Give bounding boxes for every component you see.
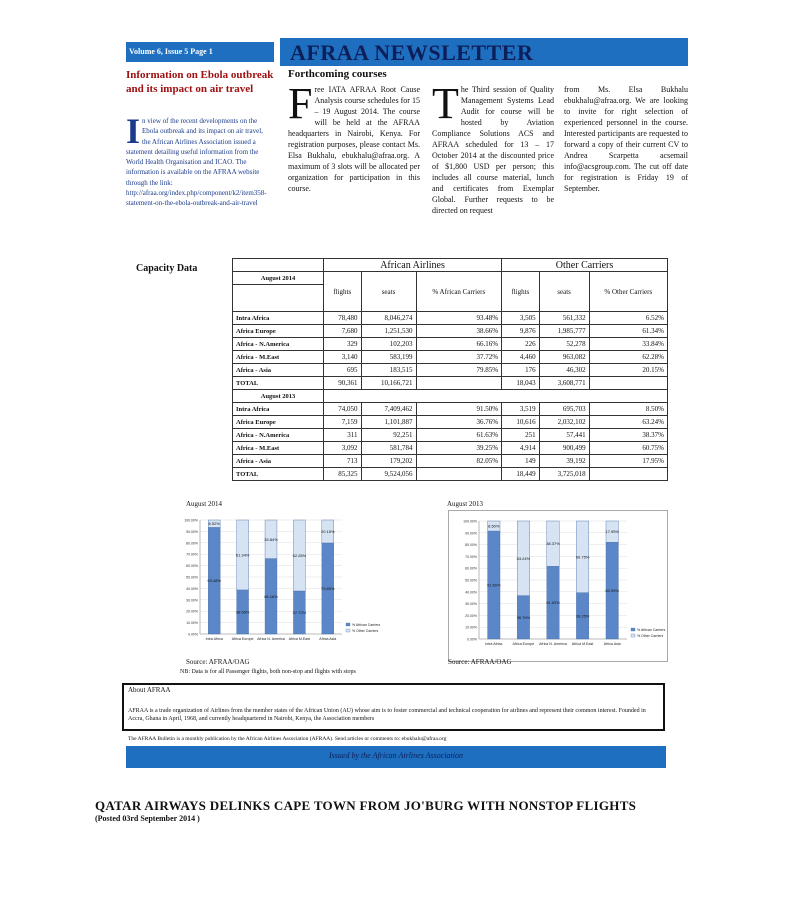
- col-header: % African Carriers: [416, 272, 502, 312]
- data-label: 61.63%: [546, 600, 560, 606]
- y-tick-label: 50.00%: [186, 575, 198, 580]
- y-tick-label: 10.00%: [186, 621, 198, 626]
- value-cell: 39,192: [539, 455, 589, 468]
- col-header: flights: [502, 272, 540, 312]
- total-cell: [589, 377, 667, 390]
- region-cell: Intra Africa: [233, 312, 324, 325]
- value-cell: 1,985,777: [539, 325, 589, 338]
- value-cell: 149: [502, 455, 540, 468]
- chart-1-source: Source: AFRAA/OAG: [186, 658, 250, 666]
- table-row: [233, 325, 668, 338]
- y-tick-label: 50.00%: [465, 578, 477, 583]
- y-tick-label: 60.00%: [186, 564, 198, 569]
- y-tick-label: 40.00%: [186, 586, 198, 591]
- value-cell: 3,519: [502, 403, 540, 416]
- data-label: 62.28%: [292, 552, 307, 558]
- volume-bar: [126, 42, 274, 62]
- x-tick-label: Africa M.East: [571, 642, 594, 646]
- region-cell: Intra Africa: [233, 403, 324, 416]
- courses-column-3: [564, 84, 688, 194]
- legend-swatch: [346, 629, 350, 632]
- value-cell: 92,251: [361, 429, 416, 442]
- table-cell: [324, 390, 668, 403]
- data-label: 20.15%: [321, 528, 335, 534]
- y-tick-label: 40.00%: [465, 590, 477, 595]
- data-label: 66.16%: [264, 593, 278, 599]
- data-label: 61.34%: [235, 552, 250, 558]
- total-cell: 3,725,018: [539, 468, 589, 481]
- table-row: [233, 403, 668, 416]
- total-cell: 85,325: [324, 468, 362, 481]
- value-cell: 311: [324, 429, 362, 442]
- data-label: 6.52%: [208, 521, 220, 527]
- about-text: AFRAA is a trade organization of Airlines from the member states of the African Union (AU) whose aim is to foster commercial and technical cooperation for airlines and represent their common interest. Founded in Accra, Ghana in April, 1968, and currently headquartered in Nairobi, Kenya, the Association members: [128, 708, 646, 722]
- x-tick-label: Africa N. America: [257, 637, 285, 641]
- value-cell: 713: [324, 455, 362, 468]
- table-row: [233, 338, 668, 351]
- col-header: % Other Carriers: [589, 272, 667, 312]
- y-tick-label: 60.00%: [465, 566, 477, 571]
- y-tick-label: 90.00%: [465, 531, 477, 536]
- group-african-header: African Airlines: [324, 259, 502, 272]
- courses-column-1: [288, 79, 420, 194]
- region-cell: Africa - Asia: [233, 455, 324, 468]
- value-cell: 20.15%: [589, 364, 667, 377]
- value-cell: 900,499: [539, 442, 589, 455]
- y-tick-label: 0.00%: [188, 632, 198, 637]
- legend-label: % African Carriers: [352, 623, 381, 627]
- value-cell: 4,460: [502, 351, 540, 364]
- total-cell: 90,361: [324, 377, 362, 390]
- col-header: seats: [361, 272, 416, 312]
- total-cell: 18,043: [502, 377, 540, 390]
- issued-text: Issued by the African Airlines Association: [329, 751, 463, 760]
- value-cell: 102,203: [361, 338, 416, 351]
- value-cell: 695: [324, 364, 362, 377]
- total-cell: TOTAL: [233, 468, 324, 481]
- data-label: 33.84%: [264, 536, 278, 542]
- data-label: 38.37%: [546, 541, 560, 547]
- data-label: 60.75%: [575, 554, 590, 560]
- value-cell: 3,092: [324, 442, 362, 455]
- table-row: [233, 429, 668, 442]
- table-row: [233, 416, 668, 429]
- capacity-title: Capacity Data: [136, 263, 198, 274]
- total-cell: [416, 377, 502, 390]
- value-cell: 1,251,530: [361, 325, 416, 338]
- value-cell: 963,082: [539, 351, 589, 364]
- data-label: 39.25%: [575, 613, 590, 619]
- value-cell: 57,441: [539, 429, 589, 442]
- data-label: 37.72%: [292, 609, 307, 615]
- value-cell: 7,409,462: [361, 403, 416, 416]
- region-cell: Africa - M.East: [233, 442, 324, 455]
- article-posted-date: (Posted 03rd September 2014 ): [95, 814, 200, 823]
- data-label: 36.76%: [516, 614, 531, 620]
- col1-dropcap: F: [288, 79, 313, 128]
- value-cell: 79.85%: [416, 364, 502, 377]
- sidebar-title: Information on Ebola outbreak and its impact on air travel: [126, 69, 274, 95]
- chart-1-title: August 2014: [186, 500, 222, 508]
- value-cell: 66.16%: [416, 338, 502, 351]
- col2-dropcap: T: [432, 79, 459, 128]
- capacity-table: [232, 258, 668, 481]
- x-tick-label: Intra Africa: [205, 637, 223, 641]
- value-cell: 3,505: [502, 312, 540, 325]
- value-cell: 7,159: [324, 416, 362, 429]
- value-cell: 8.50%: [589, 403, 667, 416]
- table-row: [233, 312, 668, 325]
- value-cell: 561,332: [539, 312, 589, 325]
- region-cell: Africa - N.America: [233, 338, 324, 351]
- legend-swatch: [631, 628, 635, 631]
- data-note: NB: Data is for all Passenger flights, both non-stop and flights with stops: [180, 669, 356, 675]
- legend-swatch: [346, 623, 350, 626]
- total-cell: 3,608,771: [539, 377, 589, 390]
- y-tick-label: 90.00%: [186, 529, 198, 534]
- sidebar-body: n view of the recent developments on the Ebola outbreak and its impact on air travel, the African Airlines Association issued a statement detailing useful information from the World Health Organisation and ICAO. The information is available on the AFRAA website through the link: http://afraa.org/index.php/component/k2/item358-statement-on-the-ebola-outbreak-and-air-travel: [126, 117, 267, 208]
- table-row: [233, 364, 668, 377]
- value-cell: 695,703: [539, 403, 589, 416]
- legend-swatch: [631, 634, 635, 637]
- group-other-header: Other Carriers: [502, 259, 668, 272]
- x-tick-label: Africa M.East: [288, 637, 311, 641]
- sidebar-article: [126, 111, 268, 209]
- value-cell: 36.76%: [416, 416, 502, 429]
- value-cell: 17.95%: [589, 455, 667, 468]
- table-row: [233, 259, 668, 272]
- region-cell: Africa - Asia: [233, 364, 324, 377]
- total-cell: [416, 468, 502, 481]
- y-tick-label: 30.00%: [186, 598, 198, 603]
- y-tick-label: 20.00%: [465, 613, 477, 618]
- period-label: August 2013: [233, 390, 324, 403]
- col2-body: he Third session of Quality Management Systems Lead Audit for course will be hosted by Aviation Compliance Solutions ACS and AFRAA scheduled for 13 – 17 October 2014 at the discounted price of $1,800 USD per person; this includes all course material, lunch and certificates from Exemplar Global. Further requests to be directed on request: [432, 85, 554, 215]
- data-label: 91.50%: [487, 582, 501, 588]
- x-tick-label: Africa Europe: [231, 637, 254, 641]
- y-tick-label: 20.00%: [186, 609, 198, 614]
- table-row: [233, 390, 668, 403]
- total-cell: 9,524,056: [361, 468, 416, 481]
- value-cell: 74,050: [324, 403, 362, 416]
- value-cell: 7,680: [324, 325, 362, 338]
- table-row-total: [233, 468, 668, 481]
- value-cell: 61.34%: [589, 325, 667, 338]
- y-tick-label: 10.00%: [465, 625, 477, 630]
- value-cell: 37.72%: [416, 351, 502, 364]
- value-cell: 62.28%: [589, 351, 667, 364]
- value-cell: 1,101,887: [361, 416, 416, 429]
- value-cell: 78,480: [324, 312, 362, 325]
- y-tick-label: 30.00%: [465, 602, 477, 607]
- y-tick-label: 0.00%: [467, 637, 477, 642]
- legend-label: % African Carriers: [637, 628, 666, 632]
- value-cell: 179,202: [361, 455, 416, 468]
- aug2014-rows: [233, 312, 668, 390]
- value-cell: 6.52%: [589, 312, 667, 325]
- data-label: 17.95%: [605, 529, 619, 535]
- chart-aug-2013: [448, 510, 668, 662]
- y-tick-label: 80.00%: [465, 543, 477, 548]
- value-cell: 8,046,274: [361, 312, 416, 325]
- value-cell: 33.84%: [589, 338, 667, 351]
- col-header: flights: [324, 272, 362, 312]
- sidebar-dropcap: I: [126, 111, 141, 151]
- region-cell: Africa Europe: [233, 325, 324, 338]
- data-label: 79.85%: [321, 585, 335, 591]
- value-cell: 82.05%: [416, 455, 502, 468]
- x-tick-label: Africa Asia: [603, 642, 621, 646]
- col3-body: from Ms. Elsa Bukhalu ebukhalu@afraa.org. We are looking to invite for right selection of experienced personnel in the course. Interested participants are requested to forward a copy of their current CV to Andrea Scarpetta acsemail info@acsgroup.com. The cut off date for registration is Friday 19 of September.: [564, 85, 688, 193]
- courses-column-2: [432, 79, 554, 216]
- value-cell: 39.25%: [416, 442, 502, 455]
- x-tick-label: Africa Asia: [319, 637, 337, 641]
- total-cell: [589, 468, 667, 481]
- article-headline: QATAR AIRWAYS DELINKS CAPE TOWN FROM JO'BURG WITH NONSTOP FLIGHTS: [95, 798, 637, 813]
- legend-label: % Other Carriers: [637, 634, 664, 638]
- y-tick-label: 80.00%: [186, 541, 198, 546]
- value-cell: 4,914: [502, 442, 540, 455]
- y-tick-label: 70.00%: [186, 552, 198, 557]
- chart-2-source: Source: AFRAA/OAG: [448, 658, 512, 666]
- data-label: 93.48%: [207, 578, 221, 584]
- region-cell: Africa Europe: [233, 416, 324, 429]
- total-cell: 10,166,721: [361, 377, 416, 390]
- table-cell: [233, 285, 324, 312]
- data-label: 63.24%: [516, 555, 531, 561]
- total-cell: TOTAL: [233, 377, 324, 390]
- x-tick-label: Intra Africa: [485, 642, 503, 646]
- value-cell: 93.48%: [416, 312, 502, 325]
- volume-label: Volume 6, Issue 5 Page 1: [129, 47, 213, 56]
- x-tick-label: Africa N. America: [539, 642, 567, 646]
- chart-2-title: August 2013: [447, 500, 483, 508]
- table-row-total: [233, 377, 668, 390]
- table-row: [233, 272, 668, 285]
- data-label: 38.66%: [235, 609, 250, 615]
- about-title: About AFRAA: [128, 686, 171, 694]
- value-cell: 2,032,102: [539, 416, 589, 429]
- legend-label: % Other Carriers: [352, 629, 379, 633]
- value-cell: 176: [502, 364, 540, 377]
- col-header: seats: [539, 272, 589, 312]
- region-cell: Africa - M.East: [233, 351, 324, 364]
- x-tick-label: Africa Europe: [512, 642, 535, 646]
- value-cell: 63.24%: [589, 416, 667, 429]
- value-cell: 46,302: [539, 364, 589, 377]
- value-cell: 10,616: [502, 416, 540, 429]
- total-cell: 18,449: [502, 468, 540, 481]
- y-tick-label: 100.00%: [463, 519, 477, 524]
- value-cell: 52,278: [539, 338, 589, 351]
- region-cell: Africa - N.America: [233, 429, 324, 442]
- value-cell: 183,515: [361, 364, 416, 377]
- aug2013-rows: [233, 403, 668, 481]
- period-label: August 2014: [233, 272, 324, 285]
- value-cell: 38.37%: [589, 429, 667, 442]
- table-row: [233, 455, 668, 468]
- value-cell: 226: [502, 338, 540, 351]
- value-cell: 91.50%: [416, 403, 502, 416]
- value-cell: 329: [324, 338, 362, 351]
- chart-aug-2014: [170, 510, 382, 656]
- value-cell: 9,876: [502, 325, 540, 338]
- courses-heading: Forthcoming courses: [288, 68, 387, 80]
- value-cell: 60.75%: [589, 442, 667, 455]
- value-cell: 3,140: [324, 351, 362, 364]
- value-cell: 581,784: [361, 442, 416, 455]
- data-label: 8.50%: [488, 523, 500, 529]
- y-tick-label: 70.00%: [465, 554, 477, 559]
- table-row: [233, 442, 668, 455]
- value-cell: 251: [502, 429, 540, 442]
- table-cell: [233, 259, 324, 272]
- col1-body: ree IATA AFRAA Root Cause Analysis course schedules for 15 – 19 August 2014. The course will be held at the AFRAA headquarters in Nairobi, Kenya. For registration purposes, please contact Ms. Elsa Bukhalu, ebukhalu@afraa.org. A maximum of 3 slots will be allocated per organization for participation in this course.: [288, 85, 420, 193]
- data-label: 82.05%: [605, 588, 619, 594]
- newsletter-title: AFRAA NEWSLETTER: [290, 40, 534, 65]
- table-row: [233, 351, 668, 364]
- y-tick-label: 100.00%: [184, 518, 198, 523]
- value-cell: 61.63%: [416, 429, 502, 442]
- value-cell: 583,199: [361, 351, 416, 364]
- footer-line: The AFRAA Bulletin is a monthly publication by the African Airlines Association (AFRAA). Send articles or comments to: ebukhalu@afraa.org: [128, 736, 447, 742]
- value-cell: 38.66%: [416, 325, 502, 338]
